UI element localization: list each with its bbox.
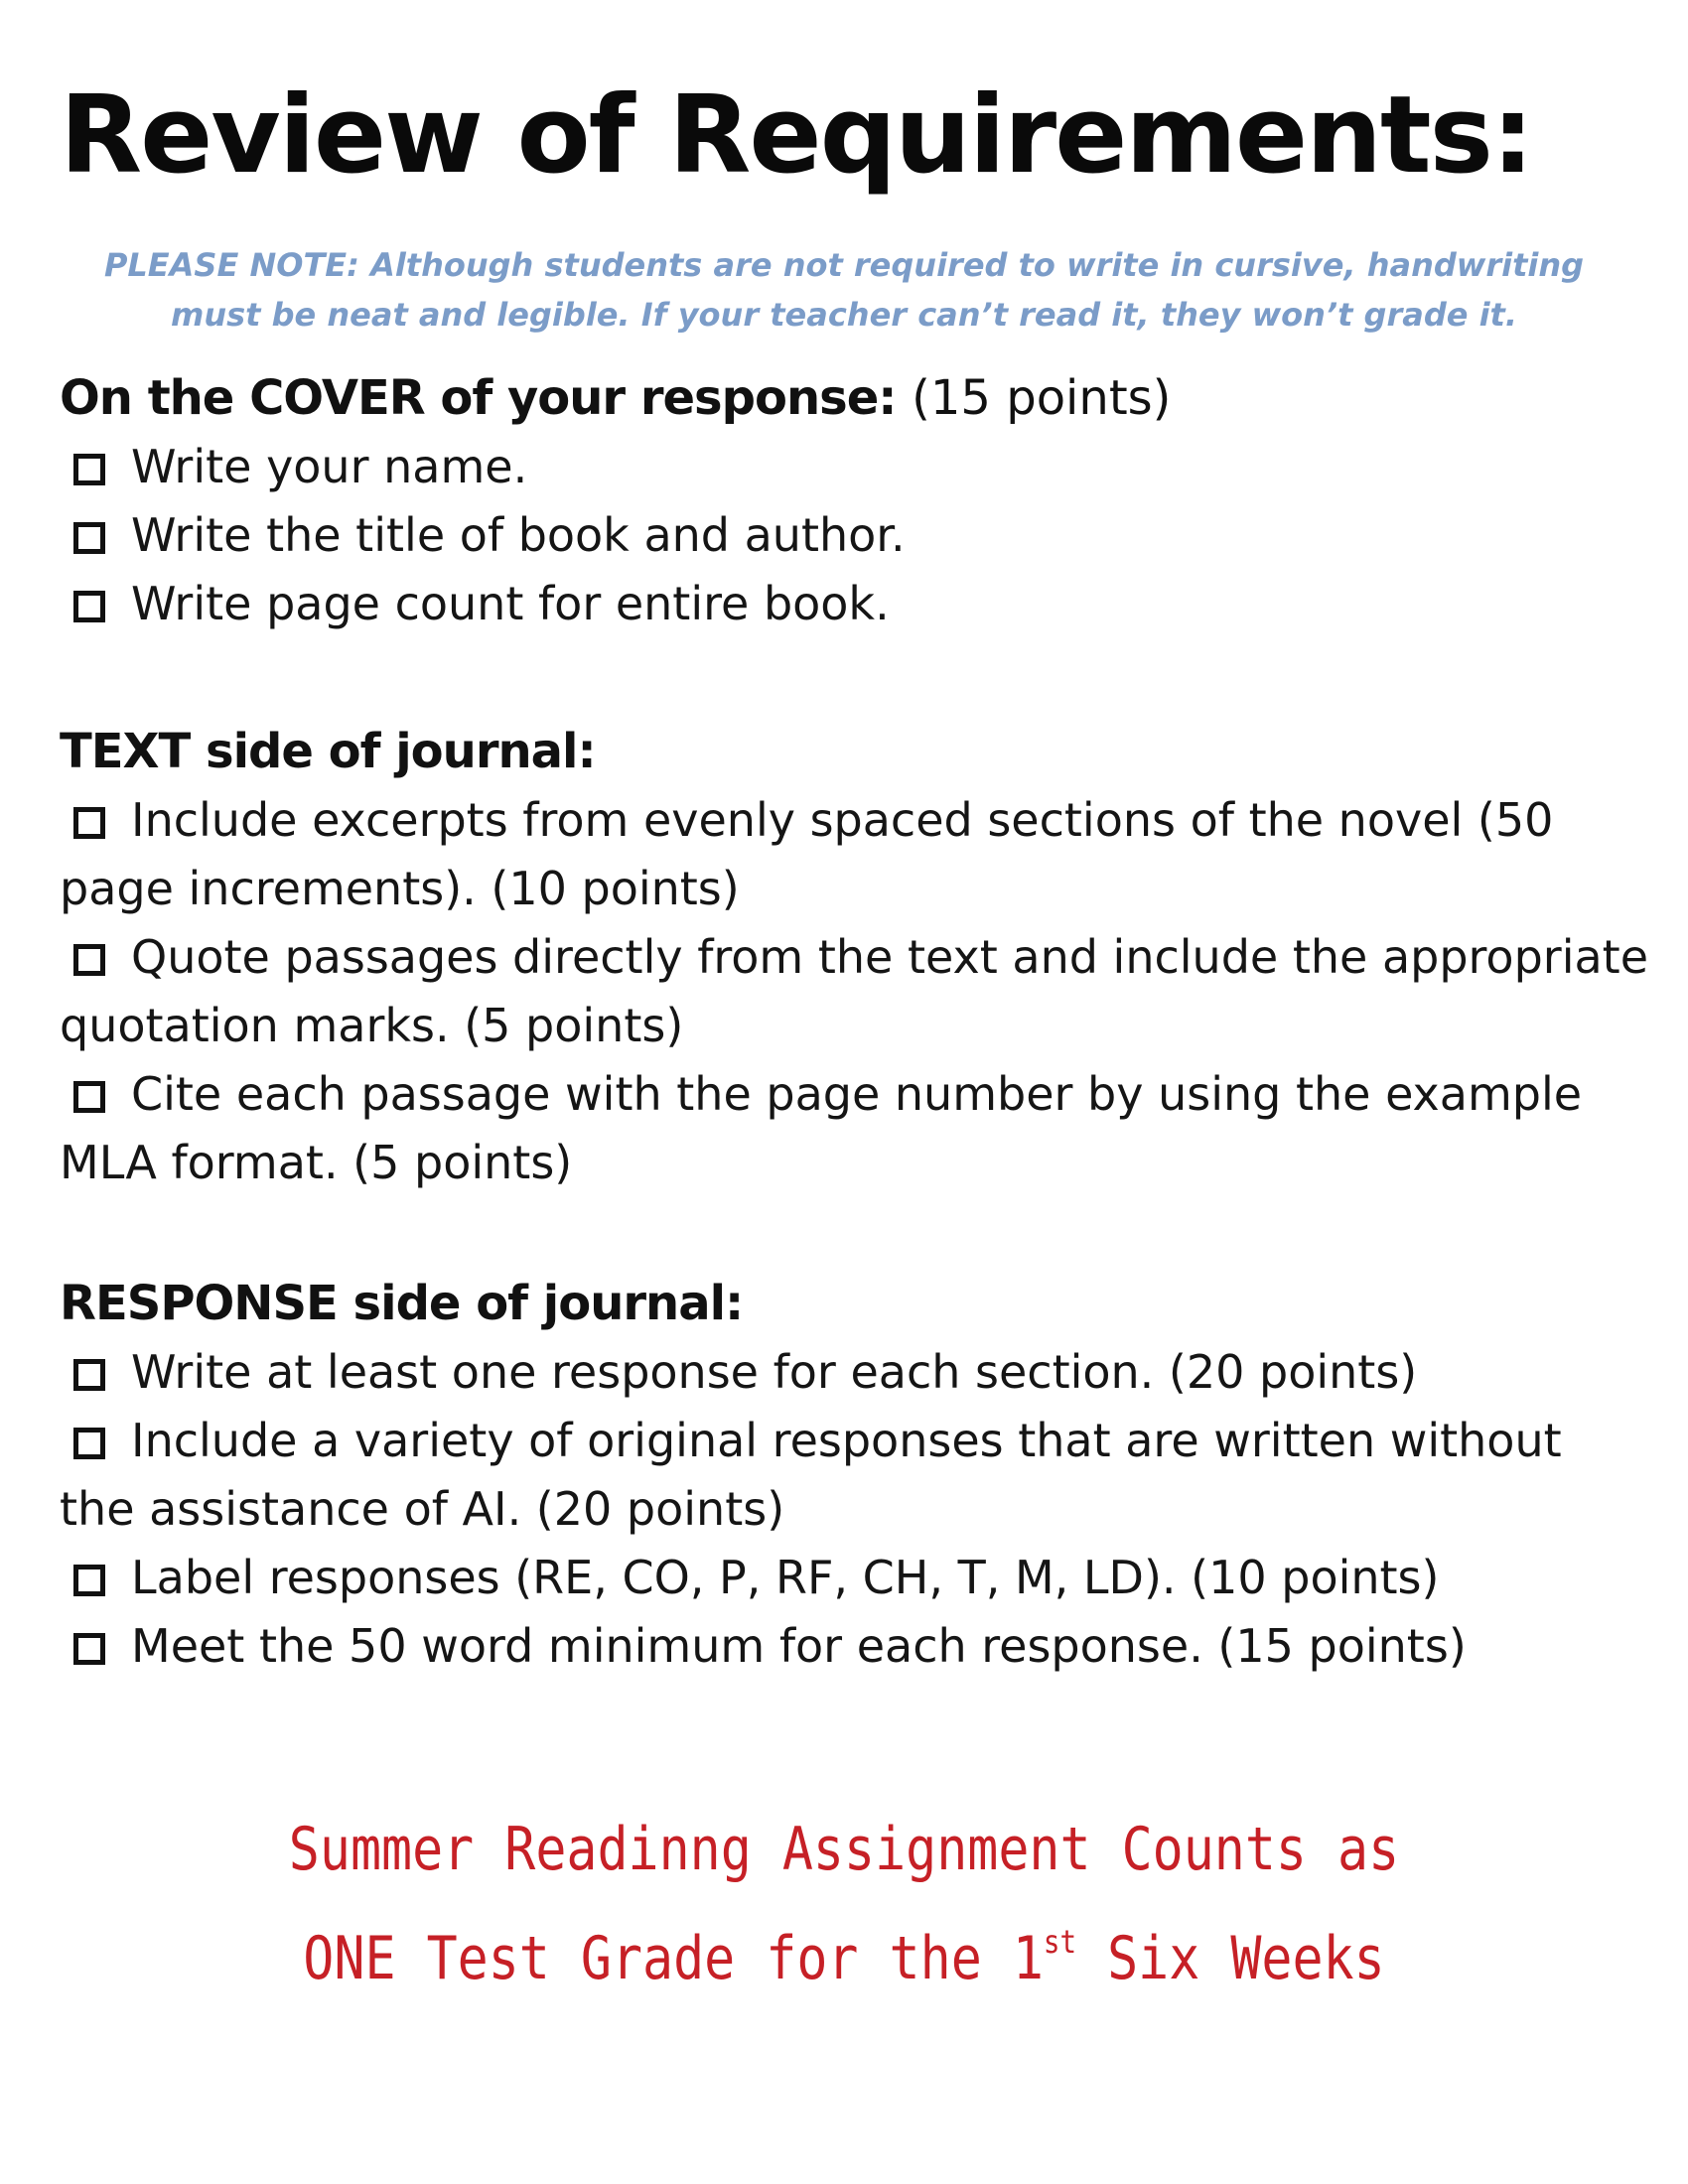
item-text: Label responses (RE, CO, P, RF, CH, T, M, LD). (10 points) bbox=[131, 1551, 1440, 1604]
cover-section bbox=[60, 363, 1648, 638]
handwriting-note: PLEASE NOTE: Although students are not required to write in cursive, handwriting must be neat and legible. If your teacher can’t read it, they won’t grade it. bbox=[103, 246, 1585, 334]
notice-line-2-end: Six Weeks bbox=[1076, 1924, 1385, 1993]
checkbox[interactable] bbox=[73, 1359, 105, 1391]
item-text: Cite each passage with the page number by using the example MLA format. (5 points) bbox=[60, 1067, 1583, 1189]
notice-line-2-start: ONE Test Grade for the 1 bbox=[303, 1924, 1044, 1993]
checkbox[interactable] bbox=[73, 1565, 105, 1596]
cover-heading-label: On the COVER of your response: bbox=[60, 370, 897, 426]
item-text: Write page count for entire book. bbox=[131, 577, 890, 630]
response-side-heading: RESPONSE side of journal: bbox=[60, 1276, 744, 1331]
test-grade-notice bbox=[118, 1795, 1570, 2013]
checkbox[interactable] bbox=[73, 1081, 105, 1113]
item-text: Include a variety of original responses that are written without the assistance of AI. (20 points) bbox=[60, 1414, 1562, 1536]
item-text: Meet the 50 word minimum for each response. (15 points) bbox=[131, 1619, 1467, 1673]
checkbox[interactable] bbox=[73, 522, 105, 554]
cover-item-title bbox=[60, 501, 1648, 570]
checkbox[interactable] bbox=[73, 454, 105, 485]
notice-line-1: Summer Readinng Assignment Counts as bbox=[288, 1815, 1400, 1884]
item-text: Write at least one response for each section. (20 points) bbox=[131, 1345, 1418, 1399]
cover-points: (15 points) bbox=[912, 370, 1172, 426]
checkbox[interactable] bbox=[73, 944, 105, 976]
text-item-excerpts bbox=[60, 786, 1648, 923]
ordinal-suffix: st bbox=[1043, 1923, 1077, 1961]
checkbox[interactable] bbox=[73, 1428, 105, 1459]
checkbox[interactable] bbox=[73, 807, 105, 839]
item-text: Write your name. bbox=[131, 440, 528, 493]
response-item-variety bbox=[60, 1407, 1648, 1544]
item-text: Write the title of book and author. bbox=[131, 508, 906, 562]
page-title: Review of Requirements: bbox=[60, 73, 1533, 198]
cover-item-name bbox=[60, 433, 1648, 501]
text-side-section bbox=[60, 717, 1648, 1197]
item-text: Include excerpts from evenly spaced sections of the novel (50 page increments). (10 points) bbox=[60, 793, 1554, 915]
cover-heading bbox=[60, 363, 1648, 433]
text-item-cite bbox=[60, 1060, 1648, 1197]
response-item-one-per-section bbox=[60, 1338, 1648, 1407]
text-side-heading: TEXT side of journal: bbox=[60, 724, 596, 779]
item-text: Quote passages directly from the text and include the appropriate quotation marks. (5 points) bbox=[60, 930, 1648, 1052]
checkbox[interactable] bbox=[73, 591, 105, 622]
text-item-quote bbox=[60, 923, 1648, 1060]
notice-line-2 bbox=[118, 1904, 1570, 2013]
response-side-section bbox=[60, 1269, 1648, 1681]
checkbox[interactable] bbox=[73, 1633, 105, 1665]
response-item-word-minimum bbox=[60, 1612, 1648, 1681]
response-item-label bbox=[60, 1544, 1648, 1612]
cover-item-page-count bbox=[60, 570, 1648, 638]
